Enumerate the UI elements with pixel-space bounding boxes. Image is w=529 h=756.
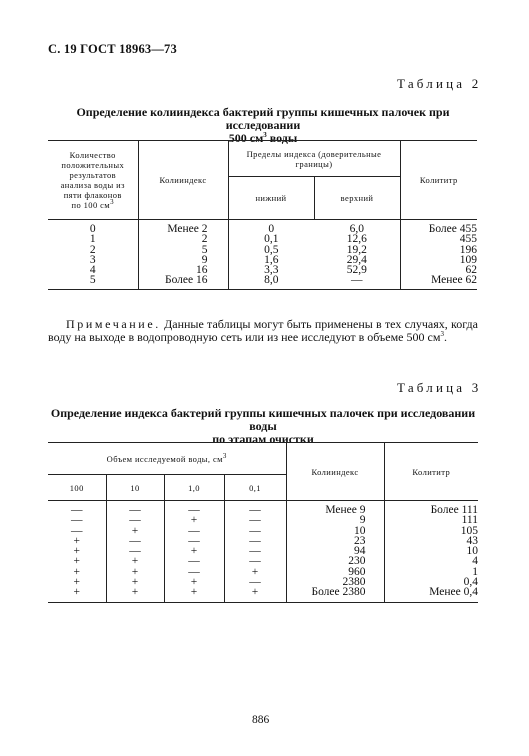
table-cell: + [164, 546, 224, 556]
t2-header-upper: верхний [314, 177, 400, 220]
table-row [48, 567, 478, 577]
table-row: 5 Более 16 8,0 — Менее 62 [48, 275, 477, 289]
table-cell: — [106, 536, 164, 546]
t2-header-index: Колииндекс [138, 141, 228, 220]
table3-label: Таблица 3 [397, 380, 482, 395]
table-cell: + [106, 577, 164, 587]
table-cell: — [106, 501, 164, 516]
table-cell: 94 [286, 546, 384, 556]
t3-header-1: 1,0 [164, 475, 224, 501]
table-cell: 9 [286, 515, 384, 525]
table-cell: Менее 9 [286, 501, 384, 516]
t3-header-volume: Объем исследуемой воды, $см^3$ [48, 443, 286, 475]
table-row [48, 501, 478, 516]
table-cell: 2380 [286, 577, 384, 587]
table-cell: + [224, 567, 286, 577]
table-cell: — [224, 526, 286, 536]
table-row: 4 16 3,3 52,9 62 [48, 265, 477, 275]
table2-note: Примечание. Данные таблицы могут быть применены в тех случаях, когда воду на выходе в водопроводную сеть или из нее исследуют в объеме 500 $см^3$. [48, 317, 478, 344]
table-row [48, 515, 478, 525]
table-row: 1 2 0,1 12,6 455 [48, 234, 477, 244]
table-row [48, 546, 478, 556]
table-cell: — [106, 546, 164, 556]
t3-header-10: 10 [106, 475, 164, 501]
table-cell: — [224, 577, 286, 587]
table-cell: — [224, 515, 286, 525]
table-cell: + [164, 515, 224, 525]
table-cell: — [164, 536, 224, 546]
t2-header-lower: нижний [228, 177, 314, 220]
t3-header-index: Колииндекс [286, 443, 384, 501]
table-cell: + [48, 587, 106, 602]
table3 [48, 442, 478, 603]
table-cell: + [224, 587, 286, 602]
table-cell: 960 [286, 567, 384, 577]
table-cell: + [164, 577, 224, 587]
table-cell: 111 [461, 514, 478, 527]
t3-header-01: 0,1 [224, 475, 286, 501]
table-row: 3 9 1,6 29,4 109 [48, 255, 477, 265]
table-cell: — [164, 556, 224, 566]
table3-title [48, 407, 478, 446]
table-cell: + [106, 567, 164, 577]
page-number: 886 [252, 714, 270, 726]
table-row [48, 556, 478, 566]
table-cell: + [164, 587, 224, 602]
table-row [48, 526, 478, 536]
table-cell: — [164, 501, 224, 516]
table-cell: — [224, 536, 286, 546]
table-cell: 230 [286, 556, 384, 566]
t2-header-limits: Пределы индекса (доверительные границы) [228, 141, 400, 177]
table-cell: 0,4 [463, 576, 478, 589]
table-cell: 105 [460, 524, 478, 537]
table3-title-line2: по этапам очистки [212, 432, 314, 446]
table-row: 2 5 0,5 19,2 196 [48, 245, 477, 255]
table2 [48, 140, 477, 290]
table-row [48, 577, 478, 587]
table2-label: Таблица 2 [397, 76, 482, 91]
table-cell: Менее 0,4 [384, 587, 478, 602]
table-cell: — [48, 526, 106, 536]
table-cell: 43 [466, 534, 478, 547]
table3-title-line1: Определение индекса бактерий группы кишечных палочек при исследовании воды [50, 406, 476, 433]
page-header: С. 19 ГОСТ 18963—73 [48, 42, 177, 56]
table2-title-line2: 500 $см^3$ воды [228, 131, 298, 145]
table-cell: + [48, 556, 106, 566]
table-cell: 10 [466, 545, 478, 558]
table-cell: + [48, 577, 106, 587]
table-cell: + [48, 536, 106, 546]
table-cell: 4 [472, 555, 478, 568]
table-cell: + [48, 546, 106, 556]
t3-header-100: 100 [48, 475, 106, 501]
table-cell: 10 [286, 526, 384, 536]
table-row [48, 587, 478, 602]
table-cell: 1 [472, 565, 478, 578]
table-cell: + [48, 567, 106, 577]
table-cell: — [224, 556, 286, 566]
table-cell: — [164, 526, 224, 536]
table-row [48, 536, 478, 546]
table-cell: + [106, 556, 164, 566]
t3-header-titer: Колититр [384, 443, 478, 501]
table-cell: Более 111 [430, 504, 478, 516]
table-row: 0 Менее 2 0 6,0 Более 455 [48, 220, 477, 235]
table-cell: Более 2380 [286, 587, 384, 602]
table-cell: + [106, 587, 164, 602]
t2-header-count: Количество положительных результатов анализа воды из пяти флаконов по 100 $см^3$ [48, 141, 138, 220]
table-cell: 23 [286, 536, 384, 546]
table2-title-line1: Определение колииндекса бактерий группы кишечных палочек при исследовании [76, 105, 450, 132]
table-cell: — [224, 546, 286, 556]
table-cell: — [106, 515, 164, 525]
table-cell: — [48, 501, 106, 516]
table-cell: — [48, 515, 106, 525]
table-cell: — [164, 567, 224, 577]
table-cell: + [106, 526, 164, 536]
table-cell: — [224, 501, 286, 516]
t2-header-titer: Колититр [400, 141, 477, 220]
